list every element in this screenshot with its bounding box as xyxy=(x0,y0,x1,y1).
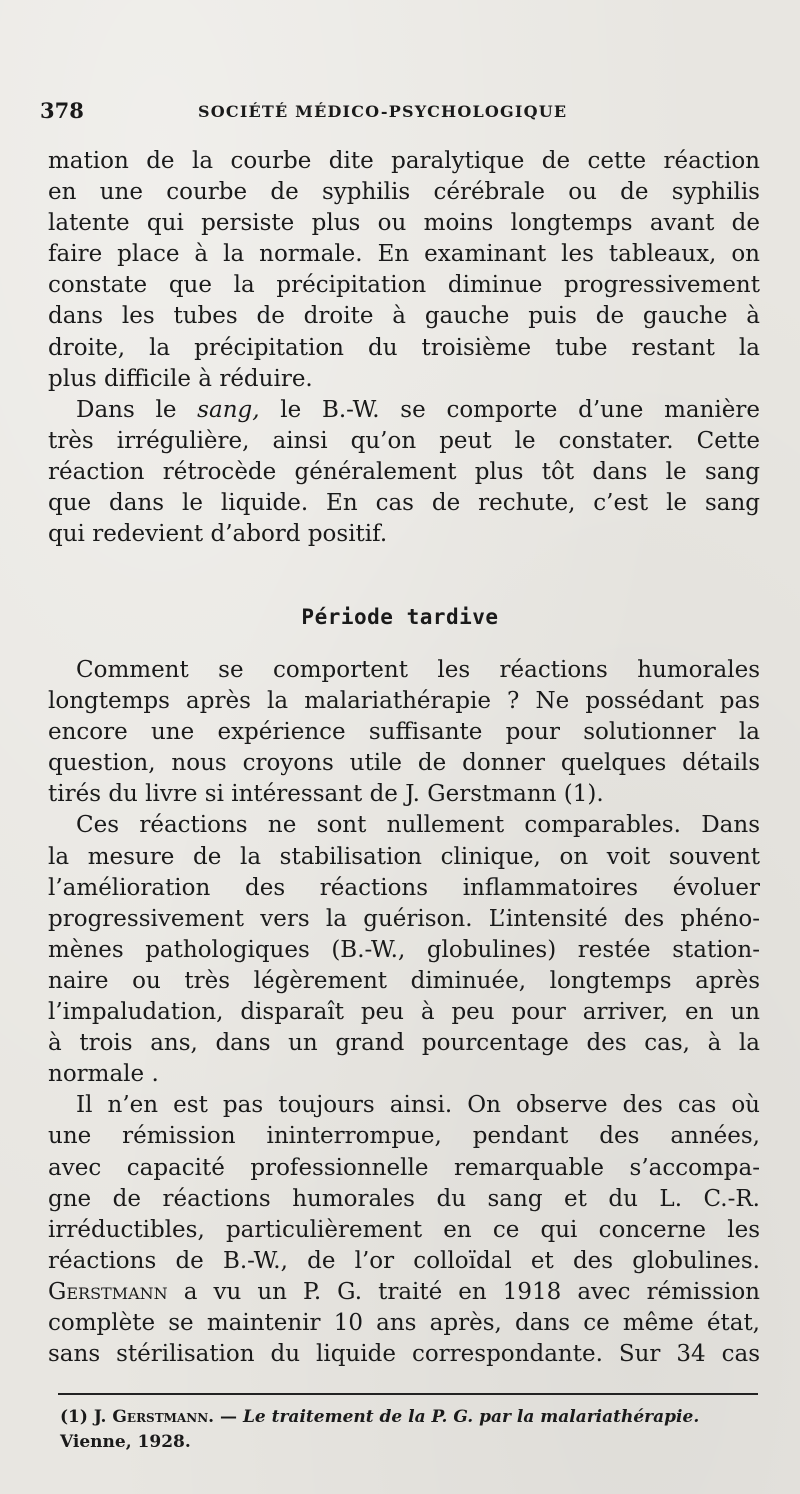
text-line: mation de la courbe dite paralytique de cette réaction xyxy=(48,148,760,174)
section-heading: Période tardive xyxy=(301,605,499,629)
author-name: Gerstmann xyxy=(48,1278,168,1305)
text-line: mènes pathologiques (B.-W., globulines) restée station- xyxy=(48,936,760,963)
text-line: avec capacité professionnelle remarquable s’accompa- xyxy=(48,1154,760,1181)
body-text-upper xyxy=(48,146,760,550)
italic-word: sang, xyxy=(197,396,260,423)
text-line: très irrégulière, ainsi qu’on peut le constater. Cette xyxy=(48,427,760,454)
footnote-divider xyxy=(58,1393,758,1395)
text-run: Dans le xyxy=(76,396,198,423)
text-line: sans stérilisation du liquide correspondante. Sur 34 cas xyxy=(48,1341,760,1368)
running-head: SOCIÉTÉ MÉDICO-PSYCHOLOGIQUE xyxy=(198,102,568,121)
text-line: faire place à la normale. En examinant les tableaux, on xyxy=(48,241,760,268)
text-line: normale . xyxy=(48,1061,159,1088)
text-line: droite, la précipitation du troisième tube restant la xyxy=(48,334,760,361)
text-line: latente qui persiste plus ou moins longtemps avant de xyxy=(48,210,760,237)
footnote-line: Vienne, 1928. xyxy=(60,1432,191,1452)
text-line xyxy=(48,395,760,426)
text-line: complète se maintenir 10 ans après, dans ce même état, xyxy=(48,1309,760,1336)
text-line: une rémission ininterrompue, pendant des années, xyxy=(48,1123,760,1150)
text-line: plus difficile à réduire. xyxy=(48,365,313,392)
footnote-title: Le traitement de la P. G. par la malariathérapie. xyxy=(242,1407,700,1427)
text-line: tirés du livre si intéressant de J. Gerstmann (1). xyxy=(48,781,604,808)
text-line xyxy=(48,1277,760,1308)
text-line: l’impaludation, disparaît peu à peu pour arriver, en un xyxy=(48,999,760,1026)
text-line: progressivement vers la guérison. L’intensité des phéno- xyxy=(48,905,760,932)
text-line: réaction rétrocède généralement plus tôt dans le sang xyxy=(48,458,760,485)
text-run: a vu un P. G. traité en 1918 avec rémission xyxy=(167,1278,760,1305)
text-line: à trois ans, dans un grand pourcentage des cas, à la xyxy=(48,1030,760,1057)
text-line: naire ou très légèrement diminuée, longtemps après xyxy=(48,967,760,994)
text-line: Il n’en est pas toujours ainsi. On observe des cas où xyxy=(76,1092,760,1119)
text-line: Comment se comportent les réactions humorales xyxy=(76,657,760,683)
text-line: Ces réactions ne sont nullement comparables. Dans xyxy=(76,812,760,839)
text-run: le B.-W. se comporte d’une manière xyxy=(259,396,761,423)
footnote-line xyxy=(60,1405,760,1430)
text-line: gne de réactions humorales du sang et du L. C.-R. xyxy=(48,1185,760,1212)
text-line: en une courbe de syphilis cérébrale ou de syphilis xyxy=(48,179,760,206)
footnote xyxy=(60,1405,760,1455)
text-line: question, nous croyons utile de donner quelques détails xyxy=(48,750,760,777)
footnote-marker: (1) J. xyxy=(60,1407,113,1427)
text-line: l’amélioration des réactions inflammatoires évoluer xyxy=(48,874,760,901)
text-line: qui redevient d’abord positif. xyxy=(48,521,388,548)
text-line: dans les tubes de droite à gauche puis de gauche à xyxy=(48,303,760,330)
text-line: encore une expérience suffisante pour solutionner la xyxy=(48,719,760,746)
text-line: réactions de B.-W., de l’or colloïdal et des globulines. xyxy=(48,1247,760,1274)
footnote-dash: . — xyxy=(208,1407,243,1427)
body-text-lower xyxy=(48,655,760,1370)
text-line: constate que la précipitation diminue progressivement xyxy=(48,272,760,299)
footnote-author: Gerstmann xyxy=(112,1407,209,1427)
text-line: irréductibles, particulièrement en ce qui concerne les xyxy=(48,1216,760,1243)
text-line: longtemps après la malariathérapie ? Ne possédant pas xyxy=(48,688,760,715)
page-number: 378 xyxy=(40,98,84,123)
text-line: que dans le liquide. En cas de rechute, c’est le sang xyxy=(48,490,760,517)
text-line: la mesure de la stabilisation clinique, on voit souvent xyxy=(48,843,760,870)
page-header xyxy=(40,98,760,128)
